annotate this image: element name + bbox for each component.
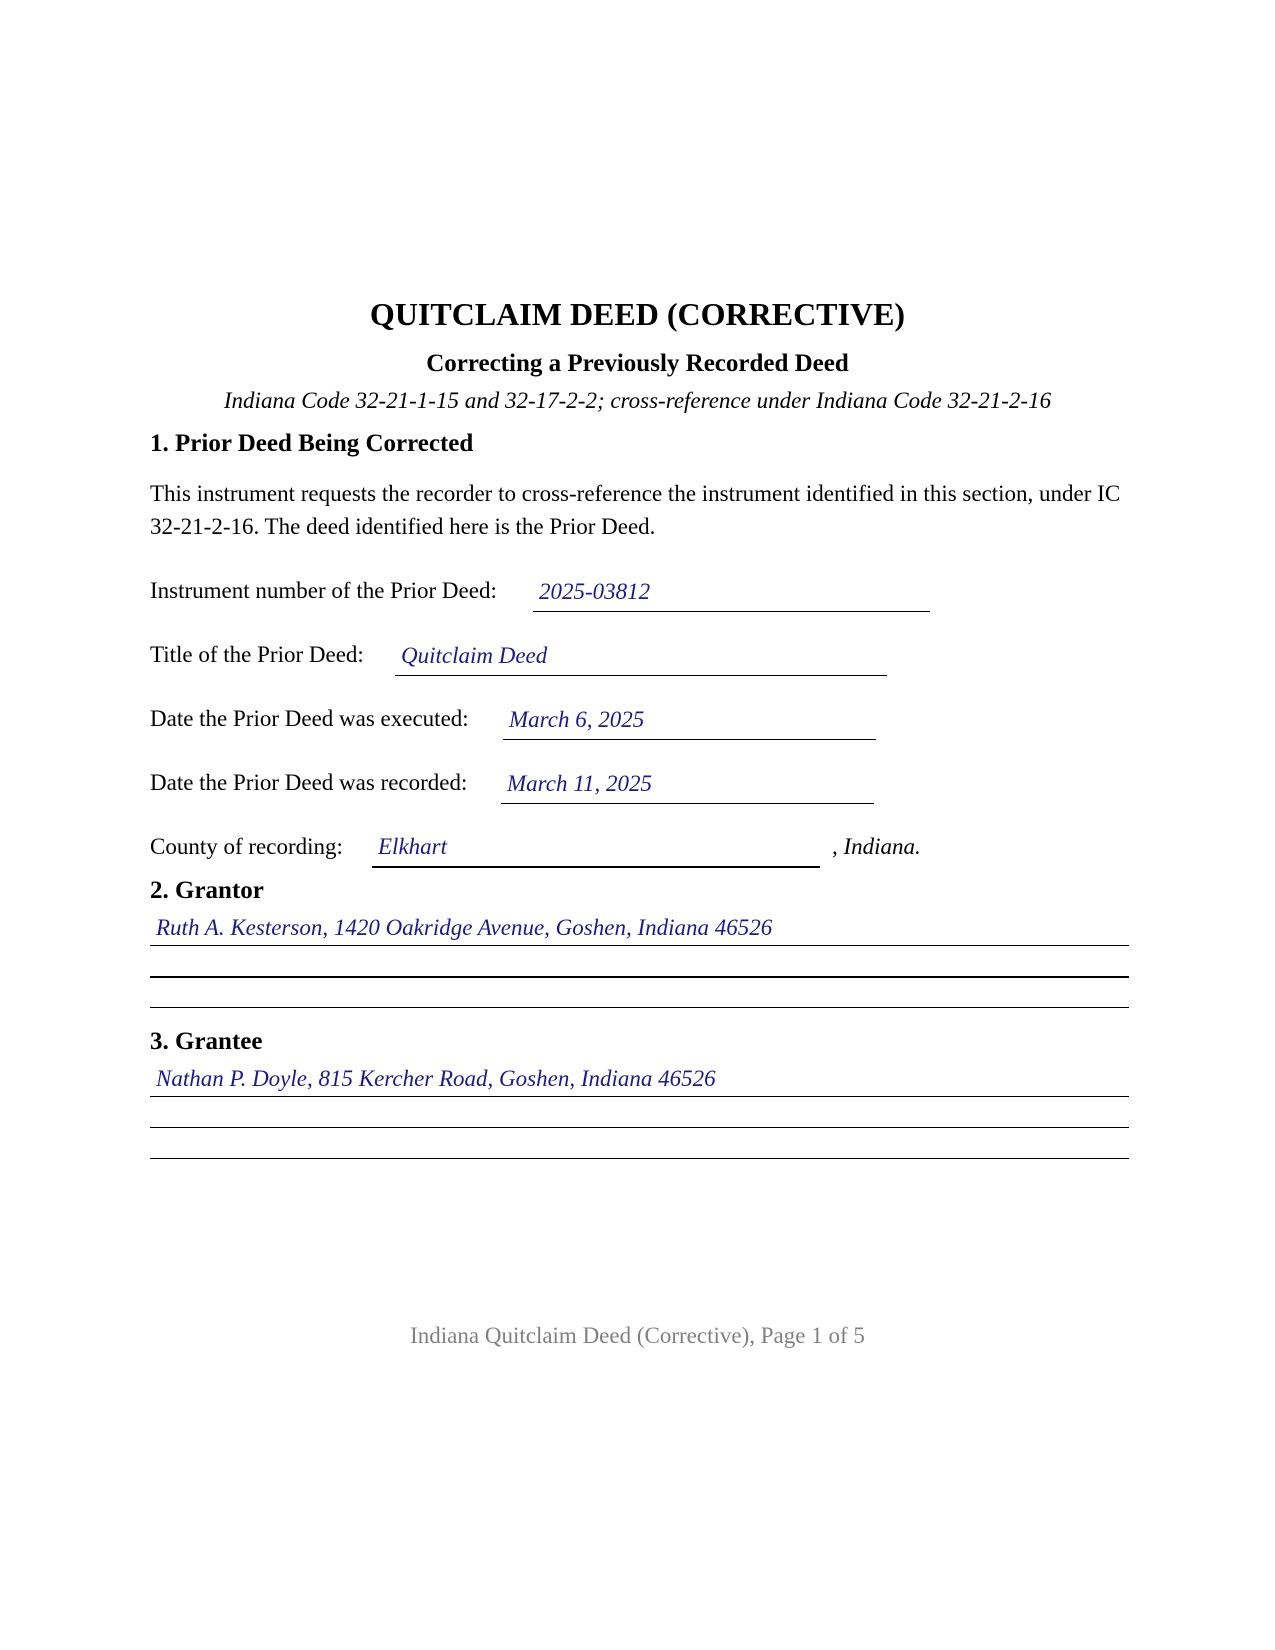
prior-deed-title-field[interactable] <box>395 641 887 676</box>
grantor-line-3[interactable] <box>150 977 1129 1008</box>
grantor-line-2[interactable] <box>150 946 1129 978</box>
section-1-paragraph: This instrument requests the recorder to cross-reference the instrument identified in this section, under IC 32-21-2-16. The deed identified here is the Prior Deed. <box>150 481 1121 539</box>
page-footer: Indiana Quitclaim Deed (Corrective), Page 1 of 5 <box>410 1323 865 1348</box>
instrument-number-field[interactable] <box>533 577 930 612</box>
grantee-line-2[interactable] <box>150 1097 1129 1128</box>
county-label: County of recording: <box>150 834 343 859</box>
date-recorded-value: March 11, 2025 <box>507 771 653 796</box>
date-executed-value: March 6, 2025 <box>509 707 645 732</box>
prior-deed-title-label: Title of the Prior Deed: <box>150 642 364 667</box>
grantee-line-1[interactable] <box>150 1066 1129 1097</box>
county-value: Elkhart <box>378 834 447 859</box>
section-3-heading: 3. Grantee <box>150 1028 263 1055</box>
instrument-number-row <box>150 572 950 612</box>
date-executed-field[interactable] <box>503 705 876 740</box>
prior-deed-title-value: Quitclaim Deed <box>401 643 548 668</box>
prior-deed-title-row <box>150 636 950 676</box>
county-suffix: , Indiana. <box>832 834 921 859</box>
section-2-heading: 2. Grantor <box>150 877 264 904</box>
date-executed-row <box>150 700 950 740</box>
grantor-value: Ruth A. Kesterson, 1420 Oakridge Avenue, Goshen, Indiana 46526 <box>156 915 773 940</box>
instrument-number-label: Instrument number of the Prior Deed: <box>150 578 497 603</box>
grantor-line-1[interactable] <box>150 915 1129 946</box>
county-field[interactable] <box>372 832 820 868</box>
grantee-value: Nathan P. Doyle, 815 Kercher Road, Goshen, Indiana 46526 <box>156 1066 716 1091</box>
county-row <box>150 828 950 868</box>
date-recorded-row <box>150 764 950 804</box>
grantee-line-3[interactable] <box>150 1128 1129 1159</box>
statute-reference: Indiana Code 32-21-1-15 and 32-17-2-2; cross-reference under Indiana Code 32-21-2-16 <box>223 388 1052 413</box>
document-title: QUITCLAIM DEED (CORRECTIVE) <box>369 296 906 332</box>
date-recorded-label: Date the Prior Deed was recorded: <box>150 770 468 795</box>
document-subtitle: Correcting a Previously Recorded Deed <box>426 350 849 377</box>
section-1-heading: 1. Prior Deed Being Corrected <box>150 430 474 457</box>
instrument-number-value: 2025-03812 <box>539 579 651 604</box>
date-executed-label: Date the Prior Deed was executed: <box>150 706 469 731</box>
date-recorded-field[interactable] <box>501 769 874 804</box>
